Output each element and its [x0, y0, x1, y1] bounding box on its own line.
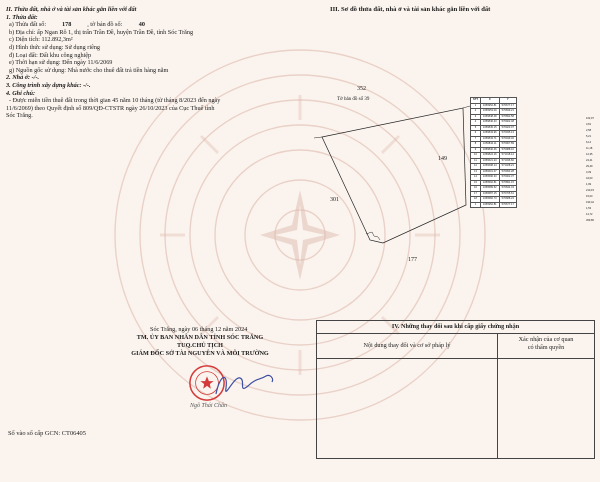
coord-stt: 12: [471, 164, 481, 170]
changes-body: [317, 359, 594, 459]
coord-x: 1056952.81: [480, 202, 499, 208]
neighbor-line-top: [314, 137, 322, 138]
coordinate-row: [471, 202, 517, 208]
changes-col-confirmation-line1: Xác nhận của cơ quan: [518, 336, 574, 343]
coord-stt: 6: [471, 131, 481, 137]
coord-y: 570949.32: [499, 136, 516, 142]
coord-x: 1056608.14: [480, 164, 499, 170]
coord-y: 570892.58: [499, 114, 516, 120]
signature-block: [100, 326, 300, 358]
issuer-org: TM. ỦY BAN NHÂN DÂN TỈNH SÓC TRĂNG: [136, 334, 264, 341]
parcel-info: [6, 6, 294, 120]
edge-length: 193,42: [586, 201, 594, 204]
coord-y: 570839.21: [499, 109, 516, 115]
coord-x: 1056582.73: [480, 197, 499, 203]
coord-stt: 8: [471, 142, 481, 148]
edge-length: 6,12: [586, 141, 592, 144]
coord-x: 1056592.81: [480, 180, 499, 186]
edge-length: 1,53: [586, 207, 592, 210]
coord-y: 570967.89: [499, 142, 516, 148]
section-3-title: III. Sơ đồ thửa đất, nhà ở và tài sản khác gắn liền với đất: [330, 6, 491, 13]
coord-x: 1056952.81: [480, 103, 499, 109]
coord-y: 570902.48: [499, 120, 516, 126]
coord-stt: 1: [471, 202, 481, 208]
coord-stt: 17: [471, 191, 481, 197]
coord-stt: 4: [471, 120, 481, 126]
coord-y: 570993.28: [499, 169, 516, 175]
coord-y: 570765.61: [499, 191, 516, 197]
changes-title: IV. Những thay đổi sau khi cấp giấy chứng nhận: [317, 321, 594, 334]
parcel-number: 178: [62, 21, 72, 29]
coord-stt: 13: [471, 169, 481, 175]
changes-col-content: Nội dung thay đổi và cơ sở pháp lý: [317, 334, 498, 358]
parcel-number-row: [6, 21, 294, 29]
edge-length: 5,21: [586, 135, 592, 138]
note-line-3: Sóc Trăng.: [6, 112, 33, 120]
coord-stt: 14: [471, 175, 481, 181]
coord-x: 1056845.15: [480, 125, 499, 131]
coord-y: 571028.21: [499, 164, 516, 170]
coord-x: 1056843.71: [480, 136, 499, 142]
coord-stt: 10: [471, 153, 481, 159]
coord-y: 570844.43: [499, 186, 516, 192]
header-x: X: [480, 98, 499, 104]
label-149: 149: [438, 156, 447, 162]
edge-length: 12,35: [586, 153, 593, 156]
edge-length: 29,49: [586, 165, 593, 168]
coord-y: 570923.07: [499, 125, 516, 131]
parcel-boundary: [322, 108, 466, 243]
coord-stt: 7: [471, 136, 481, 142]
land-origin: g) Nguồn gốc sử dụng: Nhà nước cho thuê đất trả tiền hàng năm: [9, 66, 169, 74]
coord-y: 571036.82: [499, 158, 516, 164]
coord-x: 1056848.48: [480, 114, 499, 120]
issue-place: Sóc Trăng,: [150, 326, 177, 333]
registry-serial: Số vào sổ cấp GCN: CT06405: [8, 430, 86, 437]
coord-stt: 2: [471, 109, 481, 115]
edge-length: 44,03: [586, 177, 593, 180]
issue-date-text: ngày 06 tháng 12 năm 2024: [178, 326, 248, 333]
notes-title: 4. Ghi chú:: [6, 89, 36, 97]
coord-x: 1056843.96: [480, 131, 499, 137]
coord-stt: 5: [471, 125, 481, 131]
edge-length: 11,18: [586, 147, 593, 150]
label-301: 301: [330, 197, 339, 203]
coord-stt: 3: [471, 114, 481, 120]
coord-x: 1056846.43: [480, 120, 499, 126]
coord-x: 1056953.09: [480, 109, 499, 115]
edge-length: 2,58: [586, 129, 592, 132]
land-type: đ) Loại đất: Đất khu công nghiệp: [9, 51, 92, 59]
edge-length: 162,97: [586, 117, 594, 120]
changes-table: [316, 320, 595, 459]
signature-icon: [210, 366, 280, 406]
coord-y: 570988.10: [499, 147, 516, 153]
coord-stt: 1: [471, 103, 481, 109]
edge-length: 1,99: [586, 183, 592, 186]
label-352: 352: [357, 86, 366, 92]
coord-x: 1056601.07: [480, 169, 499, 175]
area: c) Diện tích: 112.892,3m²: [9, 36, 73, 44]
edge-length: 15,03: [586, 195, 593, 198]
coord-x: 1056621.23: [480, 158, 499, 164]
coord-x: 1056596.33: [480, 175, 499, 181]
coordinate-table: [470, 97, 517, 208]
coord-stt: 9: [471, 147, 481, 153]
house-section: 2. Nhà ở: -/-.: [6, 74, 40, 82]
coord-stt: 16: [471, 186, 481, 192]
map-sheet-number: 40: [138, 21, 145, 29]
label-177: 177: [408, 257, 417, 263]
coord-y: 571018.12: [499, 153, 516, 159]
neighbor-line-right: [463, 106, 470, 108]
other-construction-section: 3. Công trình xây dựng khác: -/-.: [6, 81, 91, 89]
changes-header: [317, 334, 594, 359]
parcel-map: [300, 80, 600, 280]
issuer-role: TUQ.CHỦ TỊCH: [177, 342, 223, 349]
coord-stt: 18: [471, 197, 481, 203]
coord-x: 1056840.46: [480, 147, 499, 153]
header-stt: STT: [471, 98, 481, 104]
coord-y: 570891.15: [499, 180, 516, 186]
coord-x: 1056824.16: [480, 153, 499, 159]
changes-col-confirmation: [498, 334, 594, 358]
coord-stt: 15: [471, 180, 481, 186]
changes-body-content: [317, 359, 498, 459]
note-line-2: 11/6/2069) theo Quyết định số 809/QĐ-CTSTR ngày 26/10/2023 của Cục Thuế tỉnh: [6, 104, 215, 112]
label-neighbor-sheet: Tờ bản đồ số 39: [337, 97, 370, 102]
address: b) Địa chỉ: ấp Ngan Rô 1, thị trấn Trần Đề, huyện Trần Đề, tỉnh Sóc Trăng: [9, 28, 194, 36]
coord-y: 570688.24: [499, 197, 516, 203]
use-form: d) Hình thức sử dụng: Sử dụng riêng: [9, 43, 101, 51]
edge-length-list: [586, 116, 594, 224]
coord-y: 570902.37: [499, 175, 516, 181]
edge-length: 14,72: [586, 213, 593, 216]
signer-name: Ngô Thái Chân: [190, 403, 228, 409]
issue-date: [100, 326, 300, 334]
edge-length: 210,15: [586, 189, 594, 192]
edge-length: 369,86: [586, 219, 594, 222]
changes-col-confirmation-line2: có thẩm quyền: [527, 344, 565, 351]
coord-x: 1056589.52: [480, 186, 499, 192]
map-sheet-label: , tờ bản đồ số:: [87, 21, 123, 29]
section-2-title: II. Thửa đất, nhà ở và tài sản khác gắn liền với đất: [6, 6, 137, 13]
edge-length: 3,39: [586, 171, 592, 174]
parcel-subtitle: 1. Thửa đất:: [6, 13, 38, 21]
use-term: e) Thời hạn sử dụng: Đến ngày 11/6/2069: [9, 59, 113, 67]
coord-x: 1056842.11: [480, 142, 499, 148]
coord-y: 570677.17: [499, 202, 516, 208]
parcel-number-label: a) Thửa đất số:: [9, 21, 47, 29]
note-line-1: - Được miễn tiền thuê đất trong thời gian 45 năm 10 tháng (từ tháng 8/2023 đến ngày: [9, 97, 221, 105]
coord-stt: 11: [471, 158, 481, 164]
edge-length: 3,81: [586, 123, 592, 126]
header-y: Y: [499, 98, 516, 104]
issuer-department: GIÁM ĐỐC SỞ TÀI NGUYÊN VÀ MÔI TRƯỜNG: [131, 350, 269, 357]
coord-y: 570935.13: [499, 131, 516, 137]
coord-x: 1056587.15: [480, 191, 499, 197]
coord-y: 570677.17: [499, 103, 516, 109]
edge-length: 24,41: [586, 159, 593, 162]
